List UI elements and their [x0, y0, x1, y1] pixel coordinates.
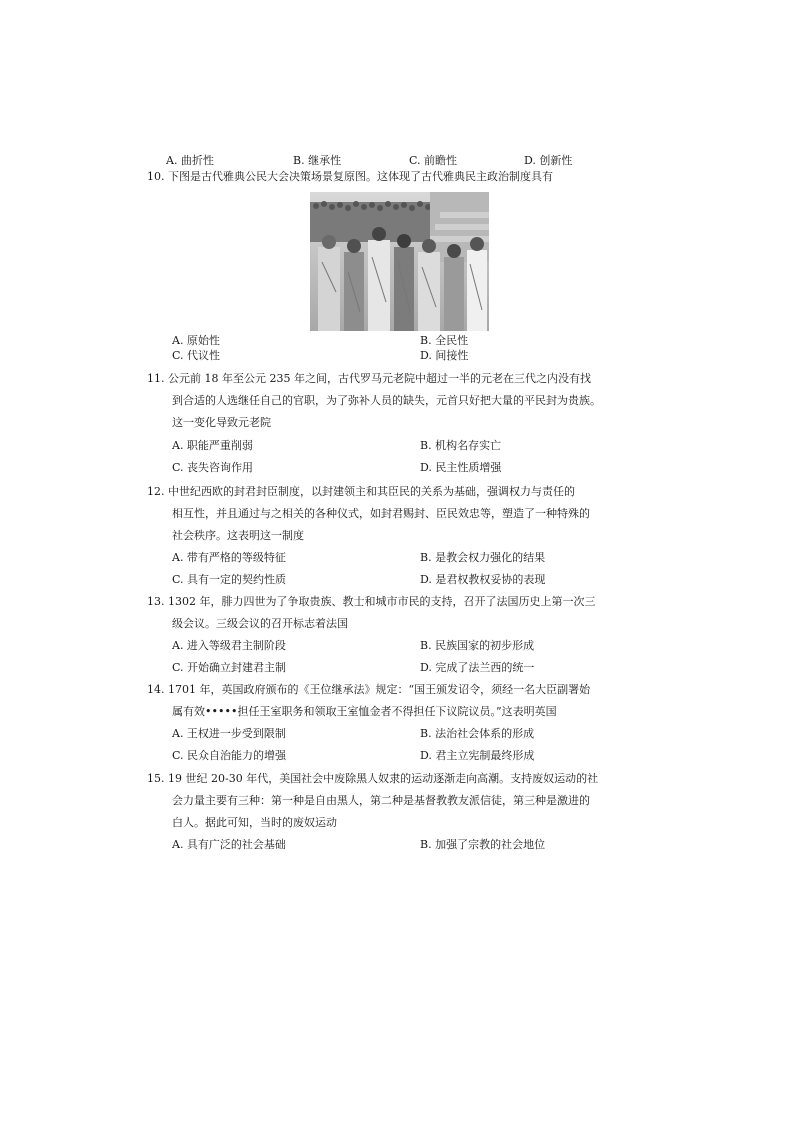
- q10-option-c: C. 代议性: [172, 349, 221, 362]
- q9-option-a: A. 曲折性: [166, 154, 214, 167]
- q15-stem-line-3: 白人。据此可知，当时的废奴运动: [172, 816, 337, 829]
- q12-option-c: C. 具有一定的契约性质: [172, 573, 287, 586]
- q11-option-b: B. 机构名存实亡: [420, 439, 502, 452]
- q15-stem-line-2: 会力量主要有三种：第一种是自由黑人，第二种是基督教教友派信徒，第三种是激进的: [172, 794, 590, 807]
- q12-stem-line-1: 12. 中世纪西欧的封君封臣制度，以封建领主和其臣民的关系为基础，强调权力与责任的: [147, 485, 575, 498]
- q13-option-a: A. 进入等级君主制阶段: [172, 639, 286, 652]
- q13-option-c: C. 开始确立封建君主制: [172, 661, 287, 674]
- q14-option-b: B. 法治社会体系的形成: [420, 727, 535, 740]
- q14-option-d: D. 君主立宪制最终形成: [420, 749, 535, 762]
- q10-option-b: B. 全民性: [420, 334, 469, 347]
- q12-option-a: A. 带有严格的等级特征: [172, 551, 286, 564]
- q14-option-a: A. 王权进一步受到限制: [172, 727, 286, 740]
- athens-assembly-image: [310, 192, 489, 331]
- q9-option-b: B. 继承性: [293, 154, 342, 167]
- q11-stem-line-2: 到合适的人选继任自己的官职，为了弥补人员的缺失，元首只好把大量的平民封为贵族。: [172, 394, 601, 407]
- q11-option-c: C. 丧失咨询作用: [172, 461, 254, 474]
- q11-option-a: A. 职能严重削弱: [172, 439, 253, 452]
- q11-stem-line-1: 11. 公元前 18 年至公元 235 年之间，古代罗马元老院中超过一半的元老在三代之内没有找: [147, 372, 591, 385]
- q12-stem-line-3: 社会秩序。这表明这一制度: [172, 529, 304, 542]
- q13-stem-line-2: 级会议。三级会议的召开标志着法国: [172, 617, 348, 630]
- q15-option-b: B. 加强了宗教的社会地位: [420, 838, 546, 851]
- q15-stem-line-1: 15. 19 世纪 20-30 年代，美国社会中废除黑人奴隶的运动逐渐走向高潮。支持废奴运动的社: [147, 772, 599, 785]
- q12-stem-line-2: 相互性，并且通过与之相关的各种仪式，如封君赐封、臣民效忠等，塑造了一种特殊的: [172, 507, 590, 520]
- q10-option-d: D. 间接性: [420, 349, 469, 362]
- q14-option-c: C. 民众自治能力的增强: [172, 749, 287, 762]
- athens-assembly-illustration: [310, 192, 489, 331]
- q11-stem-line-3: 这一变化导致元老院: [172, 416, 271, 429]
- q13-option-d: D. 完成了法兰西的统一: [420, 661, 535, 674]
- q10-option-a: A. 原始性: [172, 334, 220, 347]
- q12-option-d: D. 是君权教权妥协的表现: [420, 573, 546, 586]
- q10-stem: 10. 下图是古代雅典公民大会决策场景复原图。这体现了古代雅典民主政治制度具有: [147, 170, 553, 183]
- q15-option-a: A. 具有广泛的社会基础: [172, 838, 286, 851]
- q11-option-d: D. 民主性质增强: [420, 461, 502, 474]
- q9-option-c: C. 前瞻性: [409, 154, 458, 167]
- q13-stem-line-1: 13. 1302 年，腓力四世为了争取贵族、教士和城市市民的支持，召开了法国历史上第一次三: [147, 595, 596, 608]
- q14-stem-line-2: 属有效•••••担任王室职务和领取王室恤金者不得担任下议院议员。”这表明英国: [172, 705, 557, 718]
- q13-option-b: B. 民族国家的初步形成: [420, 639, 535, 652]
- q9-option-d: D. 创新性: [524, 154, 573, 167]
- q12-option-b: B. 是教会权力强化的结果: [420, 551, 546, 564]
- q14-stem-line-1: 14. 1701 年，英国政府颁布的《王位继承法》规定：“国王颁发诏令，须经一名大臣副署始: [147, 683, 591, 696]
